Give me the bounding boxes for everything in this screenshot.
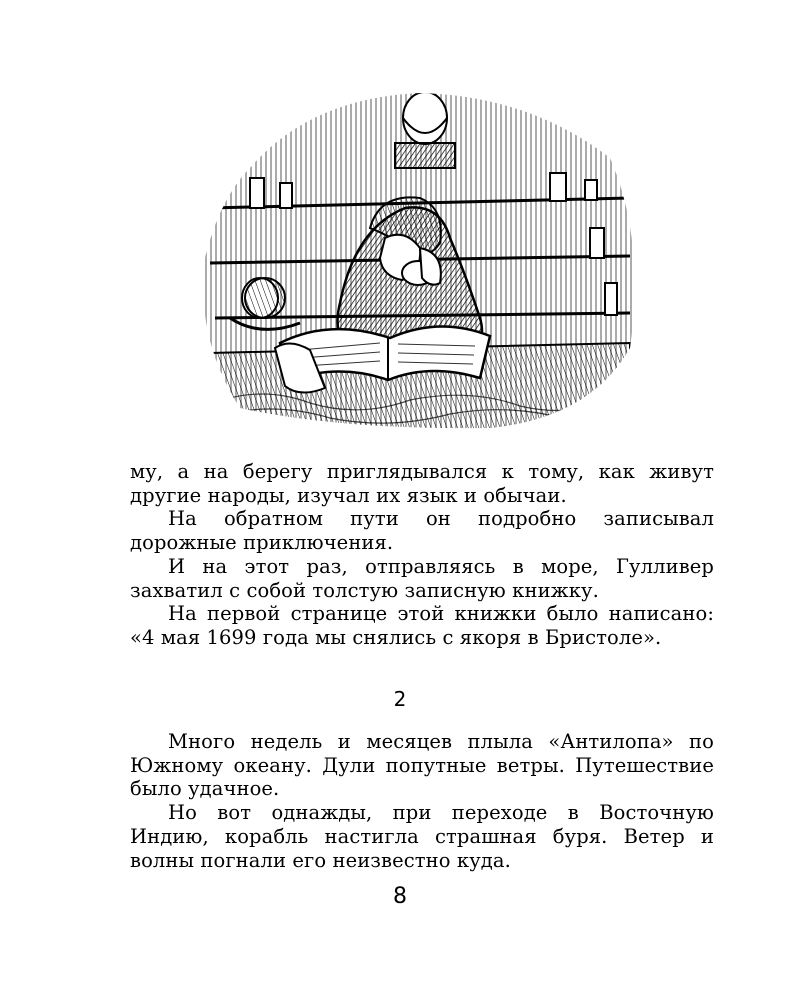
paragraph: И на этот раз, отправляясь в море, Гулливер захватил с собой толстую записную книжку. <box>130 554 714 602</box>
engraving-illustration <box>190 88 640 433</box>
text-section-a <box>130 460 714 650</box>
paragraph: На обратном пути он подробно записывал дорожные приключения. <box>130 507 714 555</box>
paragraph: Но вот однажды, при переходе в Восточную Индию, корабль настигла страшная буря. Ветер и волны погнали его неизвестно куда. <box>130 801 714 872</box>
page-number: 8 <box>393 884 407 909</box>
paragraph: Много недель и месяцев плыла «Антилопа» по Южному океану. Дули попутные ветры. Путешествие было удачное. <box>130 730 714 801</box>
text-section-b <box>130 730 714 872</box>
paragraph: му, а на берегу приглядывался к тому, как живут другие народы, изучал их язык и обычаи. <box>130 460 714 507</box>
chapter-number: 2 <box>393 687 407 711</box>
paragraph: На первой странице этой книжки было написано: «4 мая 1699 года мы снялись с якоря в Бристоле». <box>130 602 714 649</box>
